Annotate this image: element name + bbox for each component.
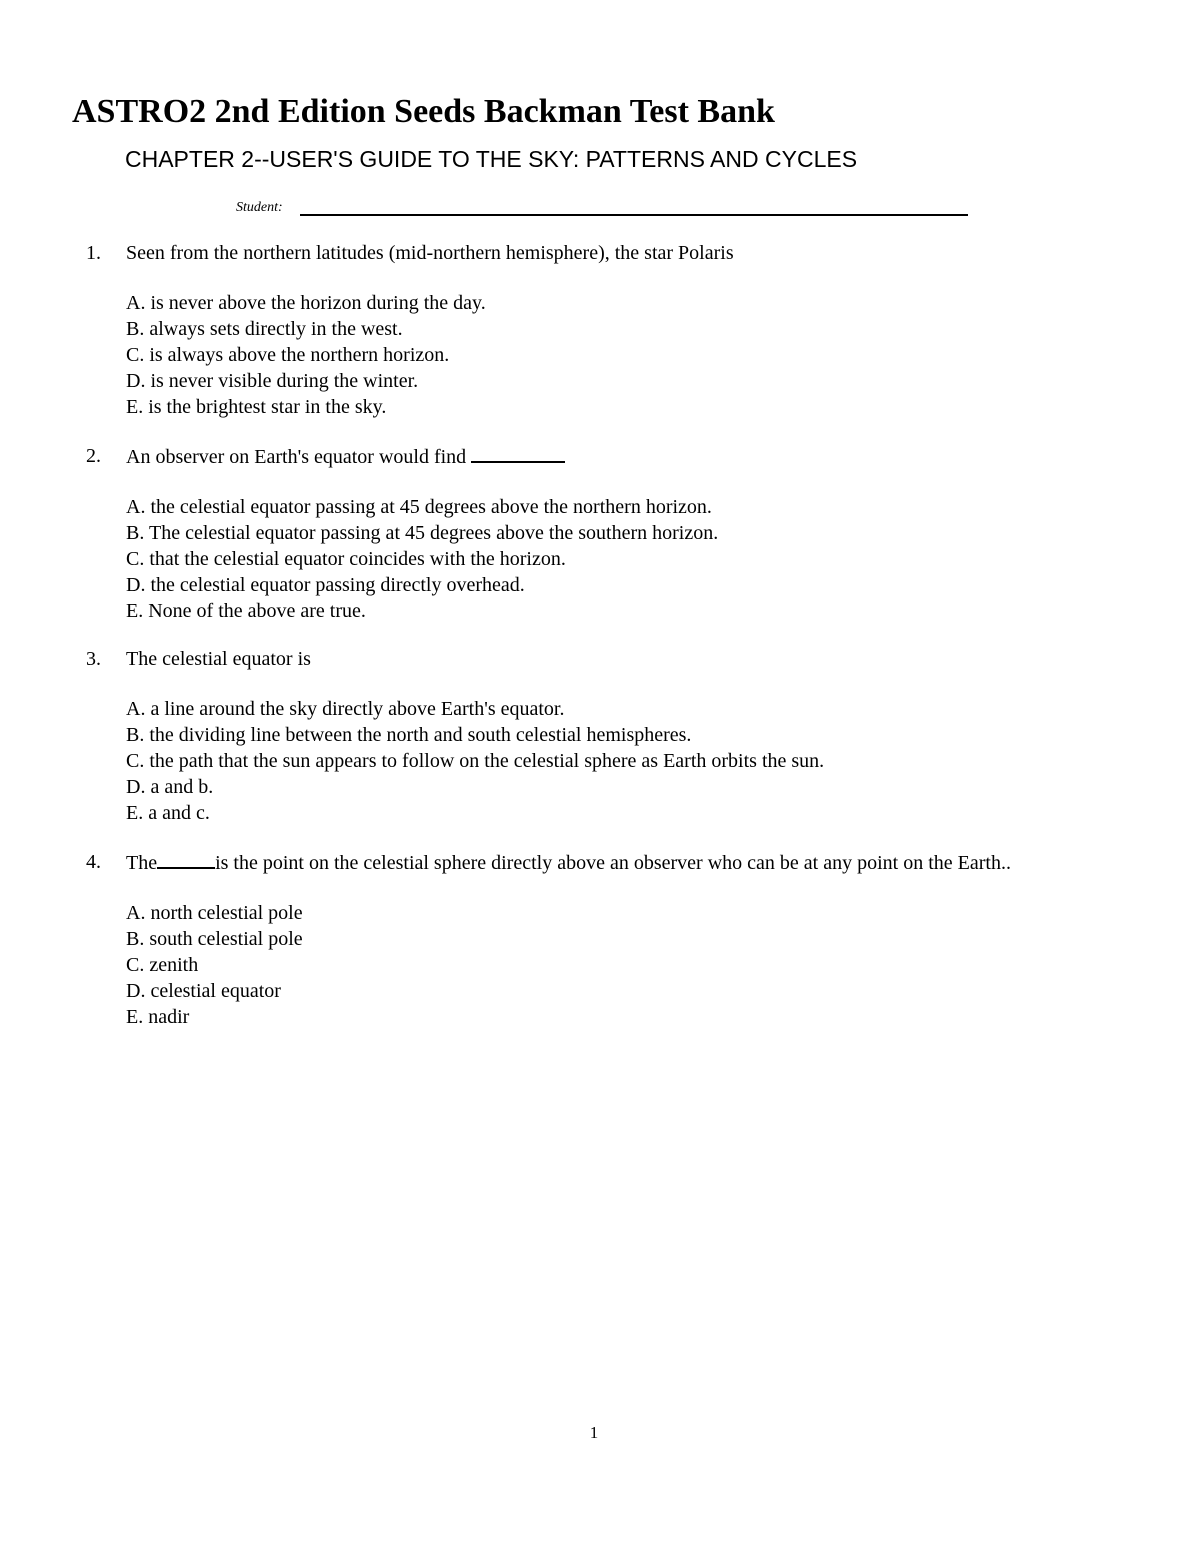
choice-c: C. that the celestial equator coincides with the horizon.	[126, 548, 566, 570]
answer-choices	[126, 290, 1096, 420]
question-text-row	[126, 849, 1096, 876]
student-label: Student:	[236, 200, 283, 215]
question-text: The celestial equator is	[126, 648, 311, 670]
question-text-row	[126, 443, 1096, 470]
question-number: 2.	[86, 445, 101, 467]
question-number: 1.	[86, 242, 101, 264]
student-name-line	[300, 214, 968, 216]
student-name-row	[236, 198, 968, 218]
choice-d: D. the celestial equator passing directly overhead.	[126, 574, 525, 596]
choice-a: A. north celestial pole	[126, 902, 303, 924]
choice-a: A. a line around the sky directly above Earth's equator.	[126, 698, 565, 720]
choice-e: E. None of the above are true.	[126, 600, 366, 622]
choice-b: B. south celestial pole	[126, 928, 303, 950]
question-2	[86, 443, 1096, 624]
choice-d: D. is never visible during the winter.	[126, 370, 419, 392]
choice-b: B. always sets directly in the west.	[126, 318, 403, 340]
choice-e: E. is the brightest star in the sky.	[126, 396, 387, 418]
question-text: Seen from the northern latitudes (mid-northern hemisphere), the star Polaris	[126, 242, 734, 264]
question-1	[86, 240, 1096, 420]
choice-d: D. a and b.	[126, 776, 214, 798]
choice-b: B. The celestial equator passing at 45 degrees above the southern horizon.	[126, 522, 719, 544]
question-number: 3.	[86, 648, 101, 670]
page-number: 1	[589, 1423, 599, 1442]
question-number: 4.	[86, 851, 101, 873]
choice-d: D. celestial equator	[126, 980, 281, 1002]
question-text-start: The	[126, 852, 158, 874]
choice-e: E. a and c.	[126, 802, 210, 824]
question-3	[86, 646, 1096, 826]
choice-c: C. is always above the northern horizon.	[126, 344, 450, 366]
question-text-end: is the point on the celestial sphere directly above an observer who can be at any point on the Earth..	[215, 852, 1011, 874]
choice-c: C. the path that the sun appears to follow on the celestial sphere as Earth orbits the sun.	[126, 750, 825, 772]
question-4	[86, 849, 1096, 1030]
chapter-title: CHAPTER 2--USER'S GUIDE TO THE SKY: PATTERNS AND CYCLES	[125, 146, 858, 172]
answer-choices	[126, 900, 1096, 1030]
answer-choices	[126, 696, 1096, 826]
answer-blank	[471, 443, 565, 463]
question-text: An observer on Earth's equator would find	[126, 446, 467, 468]
choice-a: A. is never above the horizon during the day.	[126, 292, 486, 314]
choice-b: B. the dividing line between the north and south celestial hemispheres.	[126, 724, 692, 746]
choice-a: A. the celestial equator passing at 45 degrees above the northern horizon.	[126, 496, 712, 518]
answer-choices	[126, 494, 1096, 624]
choice-c: C. zenith	[126, 954, 199, 976]
choice-e: E. nadir	[126, 1006, 190, 1028]
document-title: ASTRO2 2nd Edition Seeds Backman Test Bank	[72, 93, 775, 130]
answer-blank	[157, 849, 215, 869]
